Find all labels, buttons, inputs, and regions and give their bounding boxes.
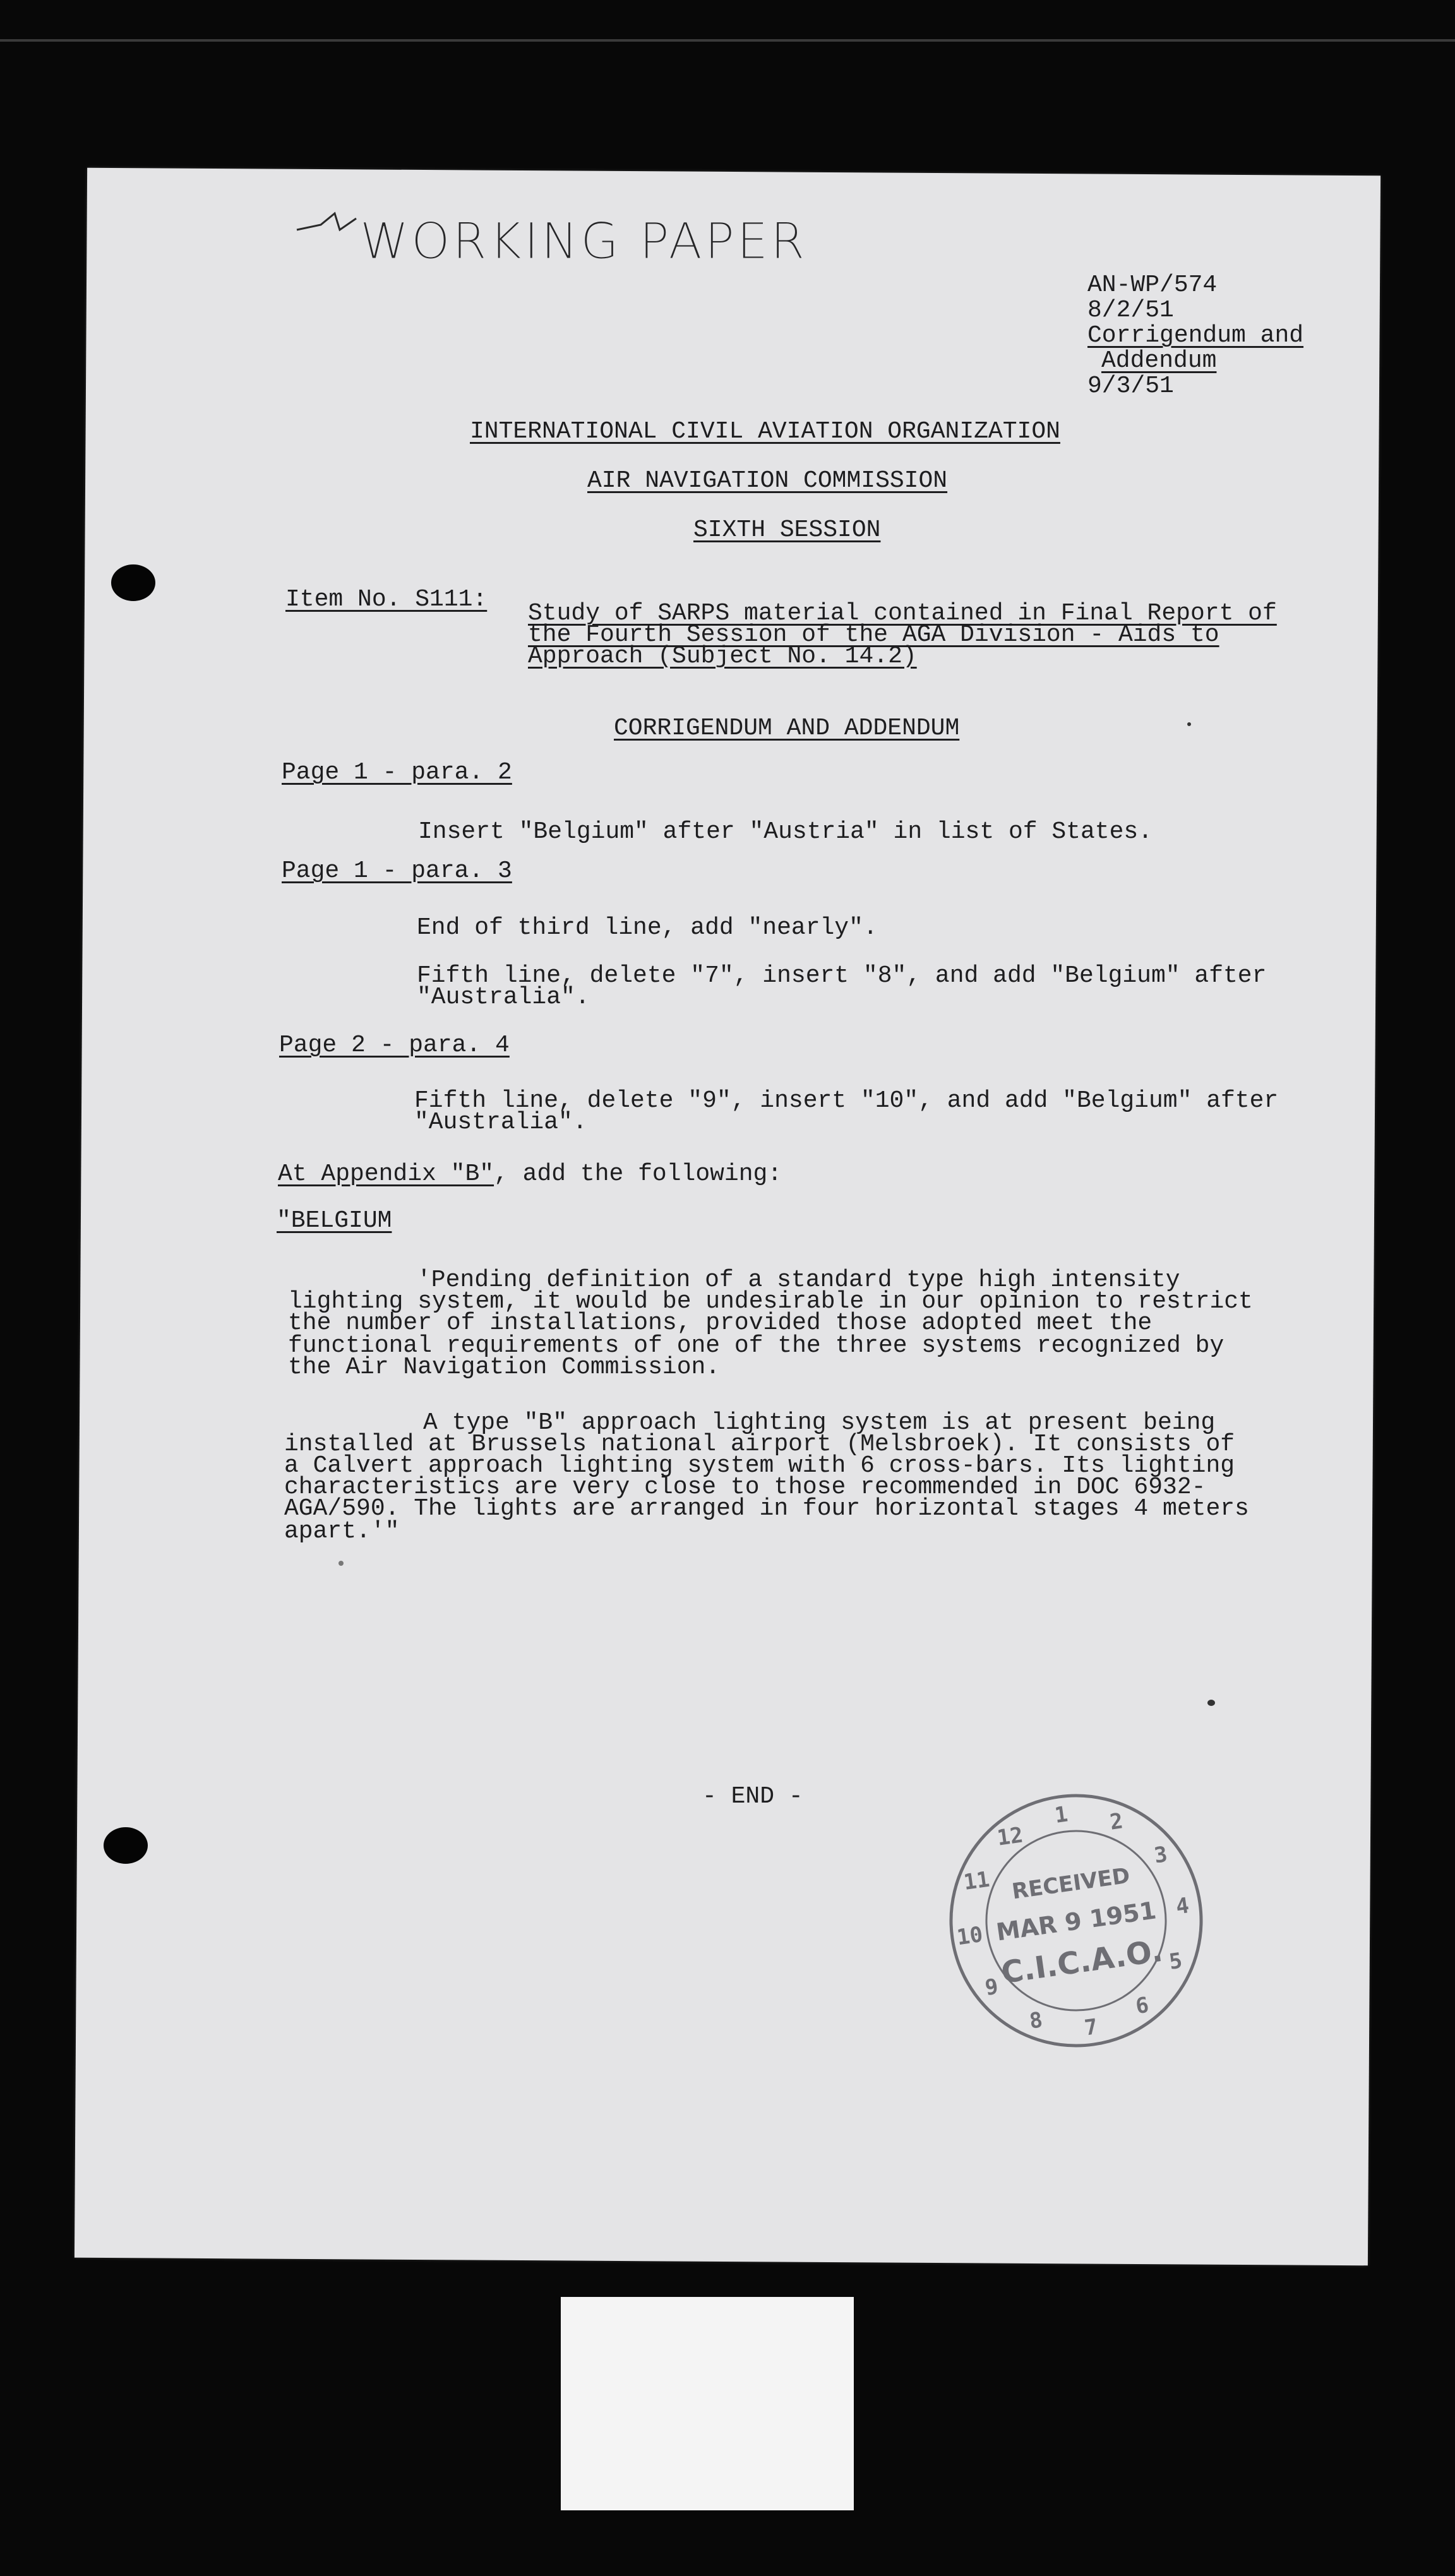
- stamp-ring-number: 3: [1153, 1842, 1170, 1869]
- item-label: Item No. S111:: [285, 586, 488, 613]
- stamp-ring-number: 11: [962, 1866, 991, 1895]
- commission-name: AIR NAVIGATION COMMISSION: [587, 467, 948, 494]
- session-name: SIXTH SESSION: [693, 516, 881, 544]
- appendix-country: "BELGIUM: [277, 1207, 392, 1234]
- correction-heading-1: Page 1 - para. 2: [282, 759, 512, 786]
- appendix-line: [278, 1162, 782, 1187]
- pen-mark-icon: [296, 211, 359, 236]
- stamp-ring-number: 10: [955, 1921, 985, 1951]
- doc-date: 8/2/51: [1087, 297, 1174, 324]
- item-line-2: the Fourth Session of the AGA Division - Aids to: [528, 621, 1219, 648]
- stamp-ring-number: 7: [1082, 2014, 1099, 2041]
- item-line-1: Study of SARPS material contained in Final Report of: [528, 600, 1277, 627]
- stamp-ring-number: 4: [1174, 1893, 1191, 1920]
- correction-1-line-1: Insert "Belgium" after "Austria" in list of States.: [418, 818, 1153, 845]
- doc-number: AN-WP/574: [1087, 271, 1218, 299]
- correction-3-line-1: Fifth line, delete "9", insert "10", and add "Belgium" after: [414, 1087, 1279, 1114]
- end-mark: - END -: [702, 1783, 803, 1810]
- para1-line-1: 'Pending definition of a standard type high intensity: [417, 1267, 1180, 1294]
- stamp-ring-number: 9: [983, 1974, 1000, 2001]
- ink-speck: [1207, 1700, 1215, 1706]
- correction-heading-2: Page 1 - para. 3: [282, 857, 512, 885]
- stamp-ring-number: 6: [1134, 1992, 1151, 2020]
- stamp-office: C.I.C.A.O.: [998, 1933, 1165, 1991]
- ink-speck: [1187, 722, 1191, 726]
- para1-line-3: the number of installations, provided those adopted meet the: [288, 1309, 1153, 1337]
- appendix-heading: At Appendix "B": [278, 1160, 494, 1188]
- correction-2-line-2: Fifth line, delete "7", insert "8", and add "Belgium" after: [417, 962, 1267, 989]
- correction-2-line-1: End of third line, add "nearly".: [417, 914, 878, 941]
- correction-3-line-2: "Australia".: [414, 1109, 587, 1136]
- para1-line-5: the Air Navigation Commission.: [288, 1354, 721, 1381]
- appendix-suffix: , add the following:: [494, 1160, 782, 1188]
- org-name: INTERNATIONAL CIVIL AVIATION ORGANIZATION: [470, 418, 1060, 445]
- para2-line-5: AGA/590. The lights are arranged in four horizontal stages 4 meters: [284, 1495, 1249, 1522]
- doc-type-line1: Corrigendum and: [1087, 322, 1304, 349]
- correction-2-line-3: "Australia".: [417, 984, 590, 1011]
- section-title: CORRIGENDUM AND ADDENDUM: [614, 715, 960, 742]
- stamp-ring-number: 12: [995, 1822, 1025, 1851]
- stamp-ring-number: 5: [1167, 1948, 1184, 1975]
- para2-line-3: a Calvert approach lighting system with 6 cross-bars. Its lighting: [284, 1452, 1235, 1479]
- stamp-ring-number: 2: [1108, 1808, 1125, 1835]
- para2-line-2: installed at Brussels national airport (Melsbroek). It consists of: [284, 1431, 1235, 1458]
- para2-line-6: apart.'": [284, 1518, 400, 1545]
- working-paper-title: WORKING PAPER: [360, 213, 808, 270]
- correction-heading-3: Page 2 - para. 4: [279, 1032, 510, 1059]
- item-line-3: Approach (Subject No. 14.2): [528, 643, 917, 670]
- para1-line-4: functional requirements of one of the three systems recognized by: [288, 1332, 1224, 1359]
- stamp-ring-number: 1: [1053, 1801, 1070, 1828]
- para2-line-1: A type "B" approach lighting system is at present being: [423, 1409, 1216, 1436]
- para1-line-2: lighting system, it would be undesirable in our opinion to restrict: [288, 1288, 1253, 1315]
- para2-line-4: characteristics are very close to those recommended in DOC 6932-: [284, 1474, 1206, 1501]
- stamp-ring-number: 8: [1027, 2007, 1045, 2034]
- doc-type-line2: Addendum: [1101, 347, 1217, 374]
- doc-revision-date: 9/3/51: [1087, 373, 1174, 400]
- stamp-received: RECEIVED: [1010, 1863, 1132, 1905]
- ink-speck: [338, 1561, 344, 1566]
- received-stamp: [928, 1772, 1224, 2069]
- stamp-date: MAR 9 1951: [994, 1896, 1158, 1947]
